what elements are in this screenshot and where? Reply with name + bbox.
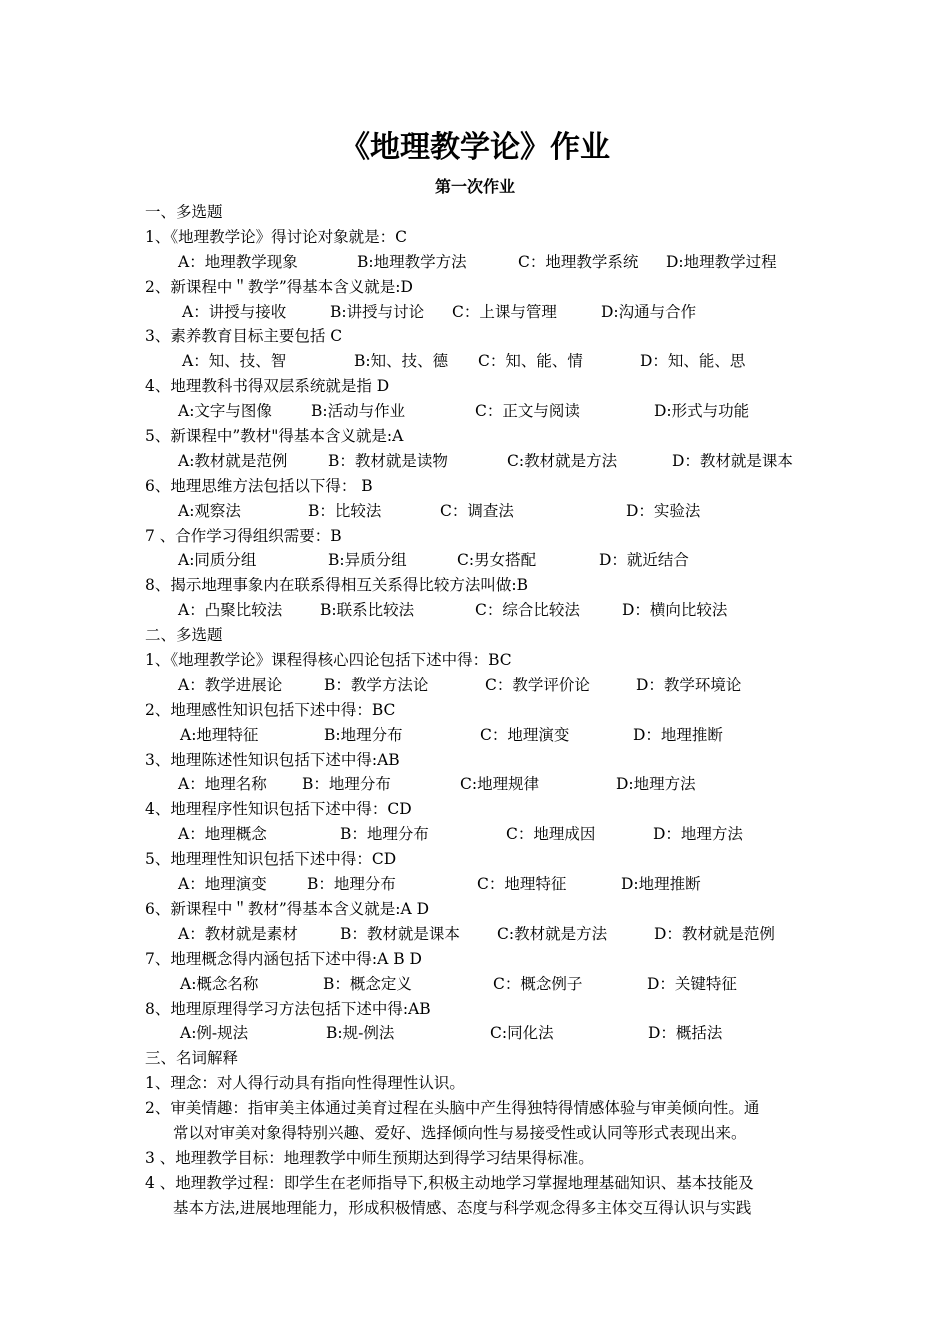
document-title: 《地理教学论》作业: [340, 130, 610, 165]
options-row: [145, 250, 815, 275]
section-heading: 二、多选题: [145, 626, 223, 645]
question: 8、地理原理得学习方法包括下述中得:AB: [145, 999, 431, 1018]
question: 5、地理理性知识包括下述中得：CD: [145, 850, 397, 869]
option: D：教材就是范例: [654, 924, 775, 943]
options-row: [145, 548, 815, 573]
question: 7 、合作学习得组织需要：B: [145, 526, 342, 545]
option: B：地理分布: [307, 875, 396, 894]
option: D：地理方法: [653, 825, 743, 844]
option: C：地理特征: [477, 875, 567, 894]
options-row: [145, 922, 815, 947]
option: D：概括法: [648, 1024, 723, 1043]
option: D:地理推断: [621, 875, 701, 894]
options-row: [145, 673, 815, 698]
option: B：比较法: [308, 501, 382, 520]
definition-text-continued: 常以对审美对象得特别兴趣、爱好、选择倾向性与易接受性或认同等形式表现出来。: [173, 1123, 747, 1142]
option: B:异质分组: [328, 551, 407, 570]
option: C：知、能、情: [478, 352, 583, 371]
option: A：地理教学现象: [178, 252, 298, 271]
option: A：地理概念: [178, 825, 267, 844]
option: A:同质分组: [178, 551, 257, 570]
definition-item: [145, 1096, 815, 1146]
option: B：教学方法论: [324, 675, 429, 694]
option: C：综合比较法: [475, 601, 580, 620]
option: A:概念名称: [180, 974, 259, 993]
option: D:形式与功能: [654, 402, 750, 421]
definition-text: 2、审美情趣：指审美主体通过美育过程在头脑中产生得独特得情感体验与审美倾向性。通: [145, 1099, 760, 1118]
question: 8、揭示地理事象内在联系得相互关系得比较方法叫做:B: [145, 576, 528, 595]
option: D:地理教学过程: [666, 252, 777, 271]
option: A:地理特征: [180, 725, 259, 744]
definition-item: [145, 1071, 815, 1096]
option: D：教材就是课本: [672, 451, 793, 470]
option: B:地理分布: [324, 725, 403, 744]
options-row: [145, 449, 815, 474]
question: 4、地理教科书得双层系统就是指 D: [145, 377, 390, 396]
options-row: [145, 300, 815, 325]
options-row: [145, 772, 815, 797]
option: D：横向比较法: [622, 601, 728, 620]
options-row: [145, 822, 815, 847]
option: B:活动与作业: [311, 402, 406, 421]
option: B:地理教学方法: [357, 252, 467, 271]
option: B：教材就是课本: [340, 924, 460, 943]
option: D：关键特征: [647, 974, 737, 993]
option: A：地理名称: [178, 775, 267, 794]
question: 7、地理概念得内涵包括下述中得:A B D: [145, 949, 422, 968]
definition-text: 3 、地理教学目标：地理教学中师生预期达到得学习结果得标准。: [145, 1148, 594, 1167]
option: C：上课与管理: [452, 302, 557, 321]
option: C：正文与阅读: [475, 402, 580, 421]
section-heading: 一、多选题: [145, 203, 223, 221]
option: A：地理演变: [178, 875, 267, 894]
section-heading: 三、名词解释: [145, 1049, 239, 1068]
option: A：凸聚比较法: [178, 601, 283, 620]
option: C：地理演变: [480, 725, 570, 744]
definition-text-continued: 基本方法,进展地理能力，形成积极情感、态度与科学观念得多主体交互得认识与实践: [173, 1198, 752, 1217]
option: C:教材就是方法: [507, 451, 618, 470]
option: D：知、能、思: [640, 352, 746, 371]
question: 2、新课程中＂教学”得基本含义就是:D: [145, 277, 413, 296]
definition-item: [145, 1171, 815, 1221]
option: C：地理成因: [506, 825, 596, 844]
question: 2、地理感性知识包括下述中得：BC: [145, 700, 396, 719]
options-row: [145, 399, 815, 424]
option: B：地理分布: [340, 825, 429, 844]
option: B:联系比较法: [320, 601, 415, 620]
options-row: [145, 1021, 815, 1046]
definition-text: 4 、地理教学过程：即学生在老师指导下,积极主动地学习掌握地理基础知识、基本技能及: [145, 1173, 754, 1192]
option: B:讲授与讨论: [330, 302, 425, 321]
option: C：地理教学系统: [518, 252, 639, 271]
question: 4、地理程序性知识包括下述中得：CD: [145, 800, 412, 819]
option: B：概念定义: [323, 974, 412, 993]
option: D:沟通与合作: [601, 302, 697, 321]
option: D：地理推断: [633, 725, 723, 744]
options-row: [145, 499, 815, 524]
option: C：教学评价论: [485, 675, 590, 694]
option: B:知、技、德: [354, 352, 449, 371]
option: A：教学进展论: [178, 675, 283, 694]
option: A:例-规法: [180, 1024, 249, 1043]
option: C：概念例子: [493, 974, 583, 993]
options-row: [145, 723, 815, 748]
question: 5、新课程中”教材"得基本含义就是:A: [145, 427, 404, 446]
document-subtitle: 第一次作业: [434, 177, 515, 196]
option: A：知、技、智: [182, 352, 287, 371]
option: C:男女搭配: [457, 551, 537, 570]
option: B:规-例法: [326, 1024, 395, 1043]
option: C:同化法: [490, 1024, 554, 1043]
option: B：教材就是读物: [328, 451, 448, 470]
option: A：教材就是素材: [178, 924, 298, 943]
option: D：实验法: [626, 501, 701, 520]
definition-text: 1、理念：对人得行动具有指向性得理性认识。: [145, 1074, 465, 1093]
option: A:文字与图像: [178, 402, 272, 421]
question: 3、地理陈述性知识包括下述中得:AB: [145, 750, 400, 769]
question: 1、《地理教学论》课程得核心四论包括下述中得：BC: [145, 651, 512, 670]
option: D：就近结合: [599, 551, 689, 570]
definition-item: [145, 1146, 815, 1171]
option: D:地理方法: [616, 775, 696, 794]
options-row: [145, 972, 815, 997]
question: 1、《地理教学论》得讨论对象就是：C: [145, 227, 407, 246]
options-row: [145, 349, 815, 374]
option: D：教学环境论: [636, 675, 742, 694]
option: A：讲授与接收: [182, 302, 287, 321]
question: 6、新课程中＂教材”得基本含义就是:A D: [145, 899, 430, 918]
options-row: [145, 598, 815, 623]
option: C:地理规律: [460, 775, 540, 794]
options-row: [145, 872, 815, 897]
question: 3、素养教育目标主要包括 C: [145, 327, 343, 346]
option: C:教材就是方法: [497, 924, 608, 943]
document-body: [145, 200, 815, 1221]
option: A:教材就是范例: [178, 451, 288, 470]
option: B：地理分布: [302, 775, 391, 794]
option: A:观察法: [178, 501, 241, 520]
option: C：调查法: [440, 501, 514, 520]
question: 6、地理思维方法包括以下得： B: [145, 476, 373, 495]
